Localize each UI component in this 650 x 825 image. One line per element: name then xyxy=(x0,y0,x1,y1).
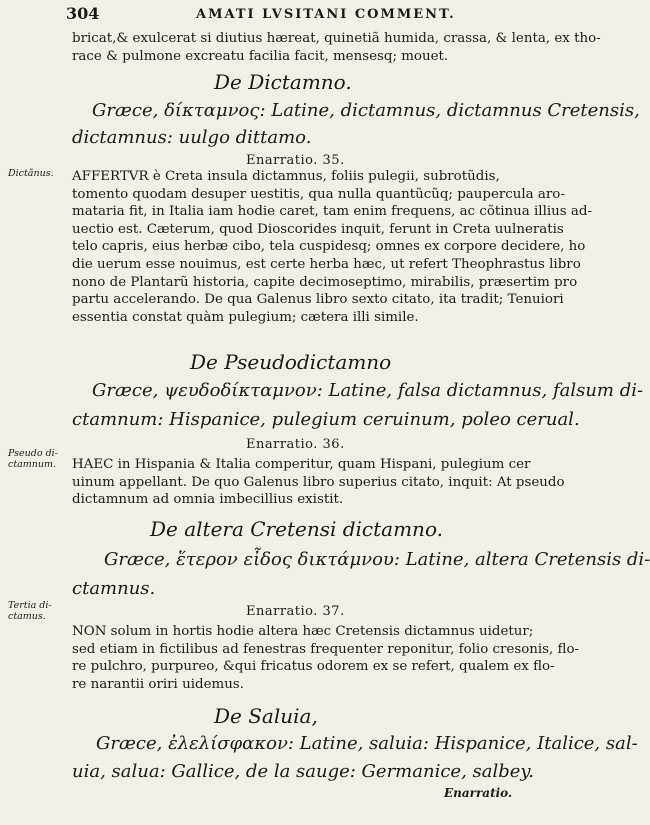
text-line: re narantii oriri uidemus. xyxy=(72,676,244,692)
text-line: AFFERTVR è Creta insula dictamnus, foliis pulegii, subrotũdis, xyxy=(72,169,500,184)
section-heading-pseudodictamno: De Pseudodictamno xyxy=(190,350,392,374)
text-line: partu accelerando. De qua Galenus libro sexto citato, ita tradit; Tenuiori xyxy=(72,292,564,308)
synonyms-line: dictamnus: uulgo dittamo. xyxy=(72,127,312,148)
page-number: 304 xyxy=(66,4,100,23)
text-line: telo capris, eius herbæ cibo, tela cuspidesq; omnes ex corpore decidere, ho xyxy=(72,239,586,255)
section-body xyxy=(72,623,580,693)
catchword: Enarratio. xyxy=(444,786,513,800)
synonyms-line: ctamnum: Hispanice, pulegium ceruinum, poleo cerual. xyxy=(72,409,580,430)
text-line: uinum appellant. De quo Galenus libro superius citato, inquit: At pseudo xyxy=(72,474,565,490)
section-body xyxy=(72,456,565,509)
text-line: mataria fit, in Italia iam hodie caret, tam enim frequens, ac cõtinua illius ad- xyxy=(72,204,592,220)
enarratio-label: Enarratio. 35. xyxy=(246,153,345,168)
enarratio-label: Enarratio. 37. xyxy=(246,604,345,619)
text-line: die uerum esse nouimus, est certe herba hæc, ut refert Theophrastus libro xyxy=(72,256,581,272)
running-title: AMATI LVSITANI COMMENT. xyxy=(196,7,456,22)
margin-note: Tertia di-ctamus. xyxy=(8,600,52,622)
section-heading-saluia: De Saluia, xyxy=(214,704,318,728)
section-body xyxy=(72,168,592,326)
synonyms-line: Græce, ἐλελίσφακον: Latine, saluia: Hispanice, Italice, sal- xyxy=(96,733,638,754)
text-line: NON solum in hortis hodie altera hæc Cretensis dictamnus uidetur; xyxy=(72,624,534,639)
section-heading-dictamno: De Dictamno. xyxy=(214,70,352,94)
synonyms-line: ctamnus. xyxy=(72,578,156,599)
text-line: re pulchro, purpureo, &qui fricatus odorem ex se refert, qualem ex flo- xyxy=(72,659,555,675)
text-line: HAEC in Hispania & Italia comperitur, quam Hispani, pulegium cer xyxy=(72,457,531,472)
text-line: bricat,& exulcerat si diutius hæreat, quinetiã humida, crassa, & lenta, ex tho- xyxy=(72,31,601,46)
margin-note: Pseudo di-ctamnum. xyxy=(8,448,58,470)
text-line: essentia constat quàm pulegium; cætera illi simile. xyxy=(72,309,419,325)
continuation-text xyxy=(72,30,601,65)
text-line: race & pulmone excreatu facilia facit, mensesq; mouet. xyxy=(72,48,449,64)
synonyms-line: Græce, ἕτερον εἶδος δικτάμνου: Latine, altera Cretensis di- xyxy=(104,549,650,570)
text-line: tomento quodam desuper uestitis, qua nulla quantũcũq; paupercula aro- xyxy=(72,186,565,202)
text-line: dictamnum ad omnia imbecillius existit. xyxy=(72,492,344,508)
page-header xyxy=(66,4,536,24)
synonyms-line: Græce, δίκταμνος: Latine, dictamnus, dictamnus Cretensis, xyxy=(92,100,640,121)
text-line: sed etiam in fictilibus ad fenestras frequenter reponitur, folio cresonis, flo- xyxy=(72,641,580,657)
synonyms-line: uia, salua: Gallice, de la sauge: Germanice, salbey. xyxy=(72,761,534,782)
margin-note: Dictãnus. xyxy=(8,168,54,179)
section-heading-altera-cretensi: De altera Cretensi dictamno. xyxy=(150,517,443,541)
text-line: uectio est. Cæterum, quod Dioscorides inquit, ferunt in Creta uulneratis xyxy=(72,221,564,237)
text-line: nono de Plantarũ historia, capite decimoseptimo, mirabilis, præsertim pro xyxy=(72,274,578,290)
synonyms-line: Græce, ψευδοδίκταμνον: Latine, falsa dictamnus, falsum di- xyxy=(92,380,644,401)
enarratio-label: Enarratio. 36. xyxy=(246,437,345,452)
